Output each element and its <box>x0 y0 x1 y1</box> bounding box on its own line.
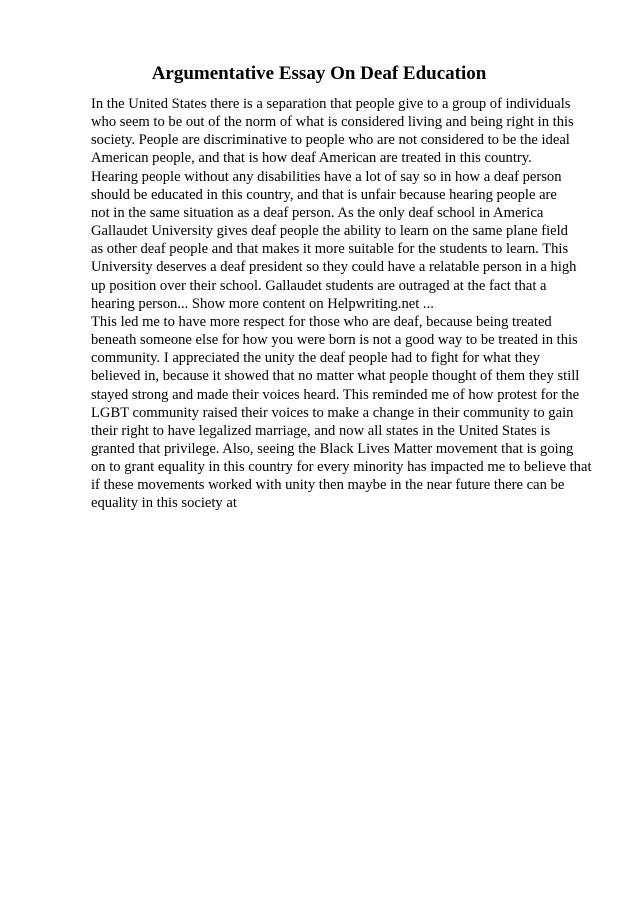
text-line: not in the same situation as a deaf person. As the only deaf school in America <box>91 204 544 221</box>
text-line: In the United States there is a separation that people give to a group of individuals <box>91 96 571 112</box>
text-line: Gallaudet University gives deaf people the ability to learn on the same plane field <box>91 223 568 240</box>
text-line: up position over their school. Gallaudet students are outraged at the fact that a <box>91 277 547 294</box>
text-line: This led me to have more respect for those who are deaf, because being treated <box>91 313 552 330</box>
text-line: LGBT community raised their voices to make a change in their community to gain <box>91 404 574 421</box>
text-line: as other deaf people and that makes it more suitable for the students to learn. This <box>91 241 569 258</box>
text-line: hearing person... Show more content on Helpwriting.net ... <box>91 295 434 312</box>
document-title: Argumentative Essay On Deaf Education <box>151 63 487 84</box>
text-line: who seem to be out of the norm of what is considered living and being right in this <box>91 114 574 131</box>
text-line: beneath someone else for how you were born is not a good way to be treated in this <box>91 332 578 349</box>
text-line: stayed strong and made their voices heard. This reminded me of how protest for the <box>91 386 580 403</box>
text-line: if these movements worked with unity then maybe in the near future there can be <box>91 477 565 494</box>
text-line: believed in, because it showed that no matter what people thought of them they still <box>91 368 580 385</box>
text-line: on to grant equality in this country for every minority has impacted me to believe that <box>91 459 592 476</box>
text-line: equality in this society at <box>91 495 237 512</box>
text-line: granted that privilege. Also, seeing the Black Lives Matter movement that is going <box>91 440 574 457</box>
text-line: society. People are discriminative to people who are not considered to be the ideal <box>91 132 570 149</box>
document-body <box>91 95 631 513</box>
text-line: University deserves a deaf president so they could have a relatable person in a high <box>91 259 577 276</box>
text-line: American people, and that is how deaf American are treated in this country. <box>91 150 532 167</box>
text-line: community. I appreciated the unity the deaf people had to fight for what they <box>91 350 540 367</box>
text-line: Hearing people without any disabilities have a lot of say so in how a deaf person <box>91 168 562 185</box>
text-line: their right to have legalized marriage, and now all states in the United States is <box>91 422 551 439</box>
text-line: should be educated in this country, and that is unfair because hearing people are <box>91 186 557 203</box>
